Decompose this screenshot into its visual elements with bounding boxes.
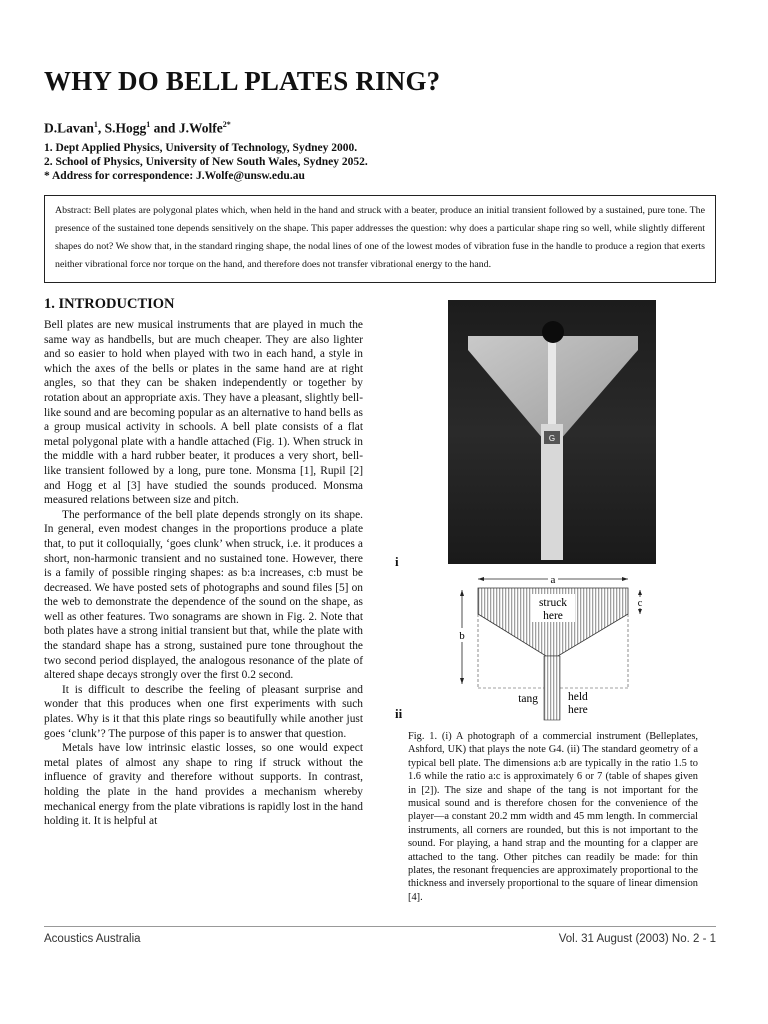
journal-name: Acoustics Australia: [44, 933, 141, 945]
tang-label: tang: [518, 693, 538, 705]
handle-tang: [541, 424, 563, 560]
section-heading: 1. INTRODUCTION: [44, 296, 175, 312]
struck-label: struck: [538, 597, 568, 609]
abstract-box: Abstract: Bell plates are polygonal plates which, when held in the hand and struck with a beater, produce an initial transient followed by a sustained, pure tone. The presence of the sustained tone depends sensitively on the shape. This paper addresses the question: why does a particular shape ring so well, while slightly different shapes do not? We show that, in the standard ringing shape, the nodal lines of one of the lowest modes of vibration fuse in the handle to produce a region that exerts neither vibrational force nor torque on the hand, and therefore does not transfer vibrational energy to the hand.: [44, 195, 716, 283]
clapper-ball: [542, 321, 564, 343]
affiliation-line: 2. School of Physics, University of New South Wales, Sydney 2052.: [44, 156, 368, 168]
dimension-label-b: b: [459, 630, 465, 642]
affiliation-marker: [223, 120, 231, 129]
author-name: J.Wolfe: [178, 120, 223, 136]
issue-info: Vol. 31 August (2003) No. 2 - 1: [558, 933, 716, 945]
held-label: held: [568, 691, 588, 703]
author-list: D.Lavan$^1$, S.Hogg$^1$ and J.Wolfe$^{2*}$: [44, 120, 231, 136]
correspondence-marker: *: [226, 120, 231, 129]
struck-label: here: [543, 610, 563, 622]
body-text-column: [44, 318, 363, 829]
affiliation-marker: 1: [93, 120, 98, 129]
dimension-label-a: a: [550, 574, 556, 586]
paper-title: WHY DO BELL PLATES RING?: [44, 66, 441, 96]
panel-label-i: i: [395, 554, 399, 569]
arrowhead: [460, 590, 464, 596]
author-name: D.Lavan: [44, 120, 94, 136]
author-conjunction: and: [153, 120, 176, 136]
bell-plate-photograph: [448, 300, 656, 564]
affiliation-line: 1. Dept Applied Physics, University of Technology, Sydney 2000.: [44, 142, 358, 154]
author-name: S.Hogg: [104, 120, 147, 136]
dimension-label-c: c: [637, 598, 643, 609]
arrowhead: [638, 609, 642, 614]
bell-plate-geometry-diagram: [448, 572, 648, 726]
arrowhead: [478, 577, 484, 581]
arrowhead: [638, 590, 642, 595]
paragraph: It is difficult to describe the feeling of pleasant surprise and wonder that this produces when one first experiments with such plates. Why is it that this plate rings so beautifully while another just goes ‘clunk’? The purpose of this paper is to answer that question.: [44, 683, 363, 740]
tang-outline: [544, 656, 560, 720]
paragraph: The performance of the bell plate depends strongly on its shape. In general, even modest changes in the proportions produce a plate that, to put it colloquially, ‘goes clunk’ when struck, i.e. it produces a short, non-harmonic transient and no sustained tone. However, there is a family of possible ringing shapes: as b:a increases, c:b must be decreased. We have posted sets of photographs and sound files [5] on the web to demonstrate the dependence of the sound on the shape, as well as other features. Two sonagrams are shown in Fig. 2. Note that both plates have a strong initial transient but that, while the plate with the standard shape has a strong, sustained pure tone throughout the two second period displayed, the analogous resonance of the plate of altered shape decays strongly over the first 0.2 second.: [44, 508, 363, 682]
affiliation-marker: 1: [146, 120, 151, 129]
arrowhead: [622, 577, 628, 581]
paragraph: Bell plates are new musical instruments that are played in much the same way as handbells, but are much cheaper. They are also lighter and so easier to hold when played with two in each hand, a style in which the axes of the bells or plates in the same hand are at right angles, so that they can be shaken independently or together by rotation about an appropriate axis. They have a pleasant, slightly bell-like sound and are becoming popular as an alternative to hand bells as a group musical activity in schools. A bell plate consists of a flat metal polygonal plate with a handle attached (Fig. 1). When struck in the middle with a hard rubber beater, it produces a very short, bell-like transient followed by a long, pure tone. Monsma [1], Rupil [2] and Hogg et al [3] have studied the sounds produced. Monsma measured relations between size and pitch.: [44, 319, 363, 507]
arrowhead: [460, 678, 464, 684]
figure-caption: Fig. 1. (i) A photograph of a commercial instrument (Belleplates, Ashford, UK) that plays the note G4. (ii) The standard geometry of a typical bell plate. The dimensions a:b are typically in the ratio 1.5 to 1.6 while the ratio a:c is approximately 6 or 7 (table of shapes given in [2]). The size and shape of the tang is not important for the musical sound and is therefore chosen for the convenience of the player—a constant 20.2 mm width and 45 mm length. In commercial instruments, all corners are rounded, but this is not important to the sound. For playing, a hand strap and the mounting for a clapper are attached to the tang. Other pitches can readily be made: for thin plates, the resonant frequencies are approximately proportional to the thickness and inversely proportional to the square of linear dimension [4].: [408, 731, 698, 903]
paragraph: Metals have low intrinsic elastic losses, so one would expect metal plates of almost any shape to ring if struck without the influence of gravity and therefore without supports. In contrast, holding the plate in the hand provides a mechanism whereby mechanical energy from the plate vibrations is rapidly lost in the hand holding it. It is helpful at: [44, 742, 363, 828]
note-badge-label: G: [548, 434, 556, 443]
held-label: here: [568, 704, 588, 716]
panel-label-ii: ii: [395, 706, 403, 721]
footer-divider: [44, 926, 716, 927]
affiliation-number: 2: [222, 120, 227, 129]
correspondence-line: * Address for correspondence: J.Wolfe@unsw.edu.au: [44, 170, 305, 182]
